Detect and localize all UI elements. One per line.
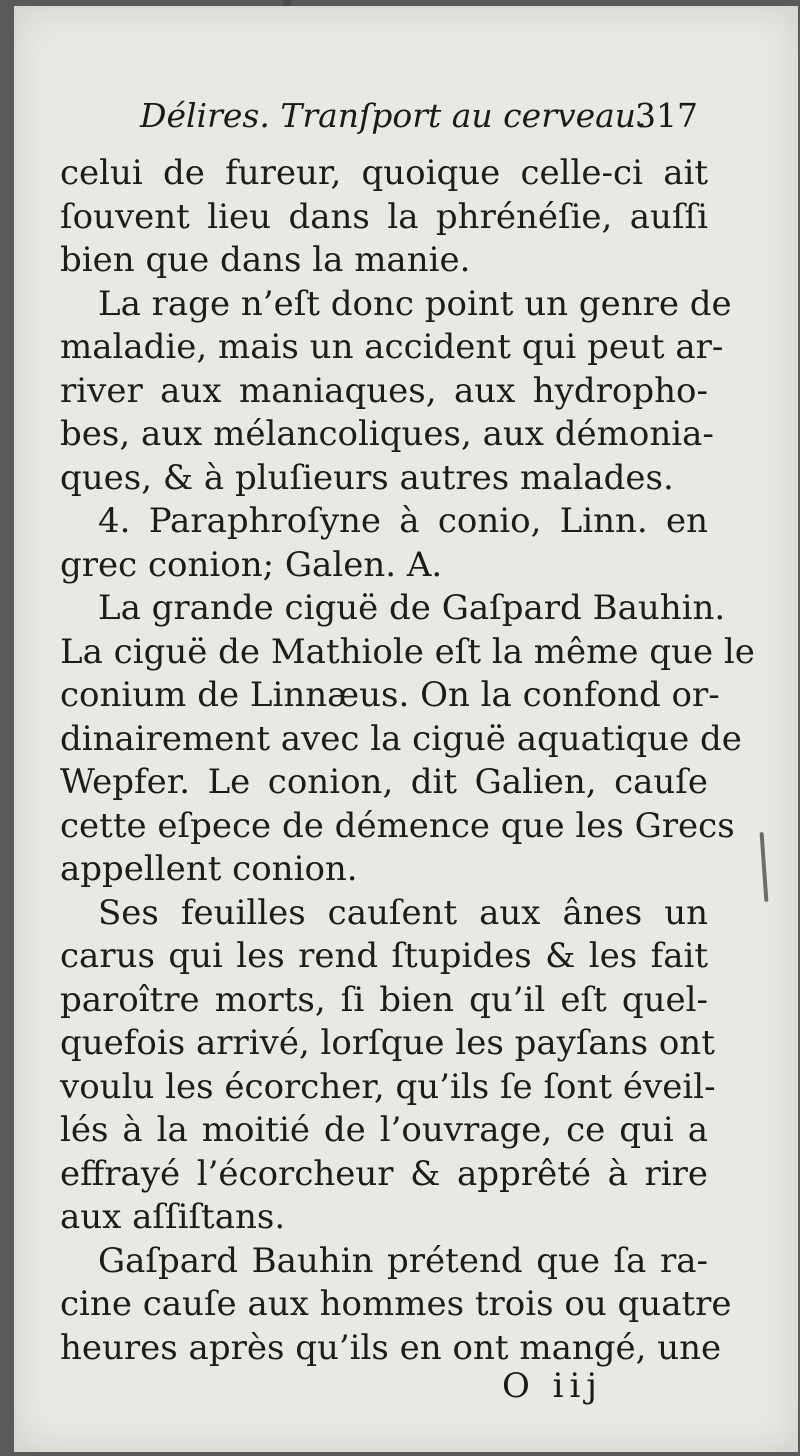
text-line: aux aſſiſtans. (60, 1197, 286, 1237)
running-head: Délires. Tranſport au cerveau. (140, 96, 647, 135)
text-line: conium de Linnæus. On la confond or- (60, 675, 720, 715)
text-line: ques, & à pluſieurs autres malades. (60, 457, 674, 498)
text-line: maladie, mais un accident qui peut ar- (60, 327, 724, 367)
body-text (60, 152, 755, 1370)
text-line: carus qui les rend ſtupides & les fait (60, 936, 708, 976)
text-line: quefois arrivé, lorſque les payſans ont (60, 1023, 715, 1063)
text-line: 4. Paraphroſyne à conio, Linn. en (98, 501, 708, 541)
text-line: La rage n’eſt donc point un genre de (98, 283, 732, 324)
text-line: La grande ciguë de Gaſpard Bauhin. (98, 588, 726, 628)
text-line: lés à la moitié de l’ouvrage, ce qui a (60, 1110, 708, 1150)
text-line: bes, aux mélancoliques, aux démonia- (60, 414, 714, 454)
text-line: dinairement avec la ciguë aquatique de (60, 718, 742, 759)
text-line: cine cauſe aux hommes trois ou quatre (60, 1284, 732, 1324)
text-line: La ciguë de Mathiole eſt la même que le (60, 631, 755, 672)
text-line: ſouvent lieu dans la phrénéſie, auſſi (60, 196, 708, 237)
text-line: Ses feuilles cauſent aux ânes un (98, 892, 708, 933)
text-line: river aux maniaques, aux hydropho- (60, 370, 708, 411)
text-line: paroître morts, ſi bien qu’il eſt quel- (60, 979, 708, 1020)
text-line: voulu les écorcher, qu’ils ſe ſont éveil- (60, 1066, 716, 1107)
text-line: Wepfer. Le conion, dit Galien, cauſe (60, 762, 708, 802)
text-line: celui de fureur, quoique celle-ci ait (60, 153, 708, 193)
signature-mark: O iij (502, 1366, 603, 1406)
text-line: grec conion; Galen. A. (60, 544, 443, 585)
text-line: heures après qu’ils en ont mangé, une (60, 1327, 722, 1368)
text-line: appellent conion. (60, 849, 358, 889)
text-line: cette eſpece de démence que les Grecs (60, 805, 735, 846)
page-number: 317 (635, 96, 698, 135)
text-line: Gaſpard Bauhin prétend que ſa ra- (98, 1240, 708, 1281)
text-line: effrayé l’écorcheur & apprêté à rire (60, 1153, 708, 1194)
page-header (140, 96, 710, 136)
margin-mark (760, 832, 769, 902)
text-line: bien que dans la manie. (60, 240, 471, 280)
